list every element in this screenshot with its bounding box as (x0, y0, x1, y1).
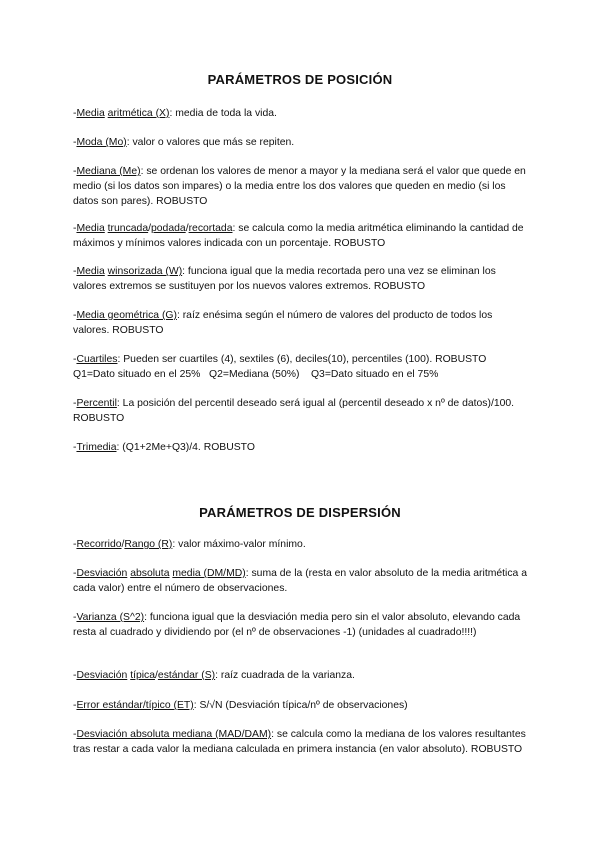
term: Varianza (S^2) (76, 612, 145, 623)
term: Media geométrica (G) (76, 310, 177, 321)
term: truncada (107, 223, 149, 234)
term: absoluta (130, 568, 170, 579)
trimedia-item: -Trimedia: (Q1+2Me+Q3)/4. ROBUSTO (73, 442, 255, 453)
term: Mediana (Me) (76, 166, 141, 177)
term: Media (76, 223, 105, 234)
recorrido-item: -Recorrido/Rango (R): valor máximo-valor mínimo. (73, 539, 306, 550)
term: aritmética (X) (107, 108, 170, 119)
term: Moda (Mo) (76, 137, 127, 148)
term: Error estándar/típico (ET) (76, 700, 194, 711)
mad-item: -Desviación absoluta mediana (MAD/DAM): se calcula como la mediana de los valores resultantes tras restar a cada valor la mediana calculada en primera instancia (en valor absoluto). ROBUSTO (73, 729, 526, 755)
definition: : (Q1+2Me+Q3)/4. ROBUSTO (116, 442, 255, 453)
term: Desviación (76, 568, 128, 579)
term: Cuartiles (76, 354, 118, 365)
term: Recorrido (76, 539, 122, 550)
term: media (DM/MD) (172, 568, 246, 579)
definition: : raíz cuadrada de la varianza. (215, 670, 355, 681)
cuartiles-item: -Cuartiles: Pueden ser cuartiles (4), sextiles (6), deciles(10), percentiles (100). ROBUSTO Q1=Dato situado en el 25% Q2=Mediana (50%) Q3=Dato situado en el 75% (73, 354, 487, 380)
term: Rango (R) (124, 539, 173, 550)
dispersion-section-title: PARÁMETROS DE DISPERSIÓN (199, 505, 401, 520)
definition: : media de toda la vida. (169, 108, 277, 119)
term: Percentil (76, 398, 117, 409)
position-section-title: PARÁMETROS DE POSICIÓN (207, 72, 393, 87)
definition: : se calcula como la mediana de los valores resultantes tras restar a cada valor la mediana calculada en primera instancia (en valor absoluto). ROBUSTO (73, 729, 526, 755)
term: típica (130, 670, 156, 681)
term: recortada (188, 223, 233, 234)
quartile-definitions: Q1=Dato situado en el 25% Q2=Mediana (50%) Q3=Dato situado en el 75% (73, 369, 439, 380)
definition: : funciona igual que la media recortada pero una vez se eliminan los valores extremos se sustituyen por los nuevos valores extremos. ROBUSTO (73, 266, 496, 292)
definition: : La posición del percentil deseado será igual al (percentil deseado x nº de datos)/100. ROBUSTO (73, 398, 515, 424)
term: podada (151, 223, 186, 234)
term: Media (76, 108, 105, 119)
term: winsorizada (W) (107, 266, 183, 277)
definition: : se calcula como la media aritmética eliminando la cantidad de máximos y mínimos valores indicada con un porcentaje. ROBUSTO (73, 223, 524, 249)
desviacion-tipica-item: -Desviación típica/estándar (S): raíz cuadrada de la varianza. (73, 670, 355, 681)
definition: : se ordenan los valores de menor a mayor y la mediana será el valor que quede en medio (si los datos son impares) o la media entre los dos valores que queden en medio (si los datos son pares). ROBUSTO (73, 166, 526, 207)
media-aritmetica-item: -Media aritmética (X): media de toda la vida. (73, 108, 277, 119)
desviacion-media-item: -Desviación absoluta media (DM/MD): suma de la (resta en valor absoluto de la media aritmética a cada valor) entre el número de observaciones. (73, 568, 527, 594)
term: Desviación absoluta mediana (MAD/DAM) (76, 729, 272, 740)
media-geometrica-item: -Media geométrica (G): raíz enésima según el número de valores del producto de todos los valores. ROBUSTO (73, 310, 493, 336)
media-truncada-item: -Media truncada/podada/recortada: se calcula como la media aritmética eliminando la cantidad de máximos y mínimos valores indicada con un porcentaje. ROBUSTO (73, 223, 524, 249)
term: Trimedia (76, 442, 117, 453)
definition: : S/√N (Desviación típica/nº de observaciones) (193, 700, 408, 711)
percentil-item: -Percentil: La posición del percentil deseado será igual al (percentil deseado x nº de datos)/100. ROBUSTO (73, 398, 515, 424)
moda-item: -Moda (Mo): valor o valores que más se repiten. (73, 137, 295, 148)
term: Desviación (76, 670, 128, 681)
definition: : valor o valores que más se repiten. (126, 137, 295, 148)
media-winsorizada-item: -Media winsorizada (W): funciona igual que la media recortada pero una vez se eliminan los valores extremos se sustituyen por los nuevos valores extremos. ROBUSTO (73, 266, 496, 292)
term: Media (76, 266, 105, 277)
definition: : raíz enésima según el número de valores del producto de todos los valores. ROBUSTO (73, 310, 493, 336)
mediana-item: -Mediana (Me): se ordenan los valores de menor a mayor y la mediana será el valor que quede en medio (si los datos son impares) o la media entre los dos valores que queden en medio (si los datos son pares). ROBUSTO (73, 166, 526, 207)
varianza-item: -Varianza (S^2): funciona igual que la desviación media pero sin el valor absoluto, elevando cada resta al cuadrado y dividiendo por (el nº de observaciones -1) (unidades al cuadrado!!!!) (73, 612, 521, 638)
definition: : valor máximo-valor mínimo. (172, 539, 306, 550)
definition: : suma de la (resta en valor absoluto de la media aritmética a cada valor) entre el número de observaciones. (73, 568, 527, 594)
error-estandar-item: -Error estándar/típico (ET): S/√N (Desviación típica/nº de observaciones) (73, 700, 408, 711)
definition: : Pueden ser cuartiles (4), sextiles (6), deciles(10), percentiles (100). ROBUSTO (117, 354, 487, 365)
definition: : funciona igual que la desviación media pero sin el valor absoluto, elevando cada resta al cuadrado y dividiendo por (el nº de observaciones -1) (unidades al cuadrado!!!!) (73, 612, 521, 638)
term: estándar (S) (157, 670, 216, 681)
